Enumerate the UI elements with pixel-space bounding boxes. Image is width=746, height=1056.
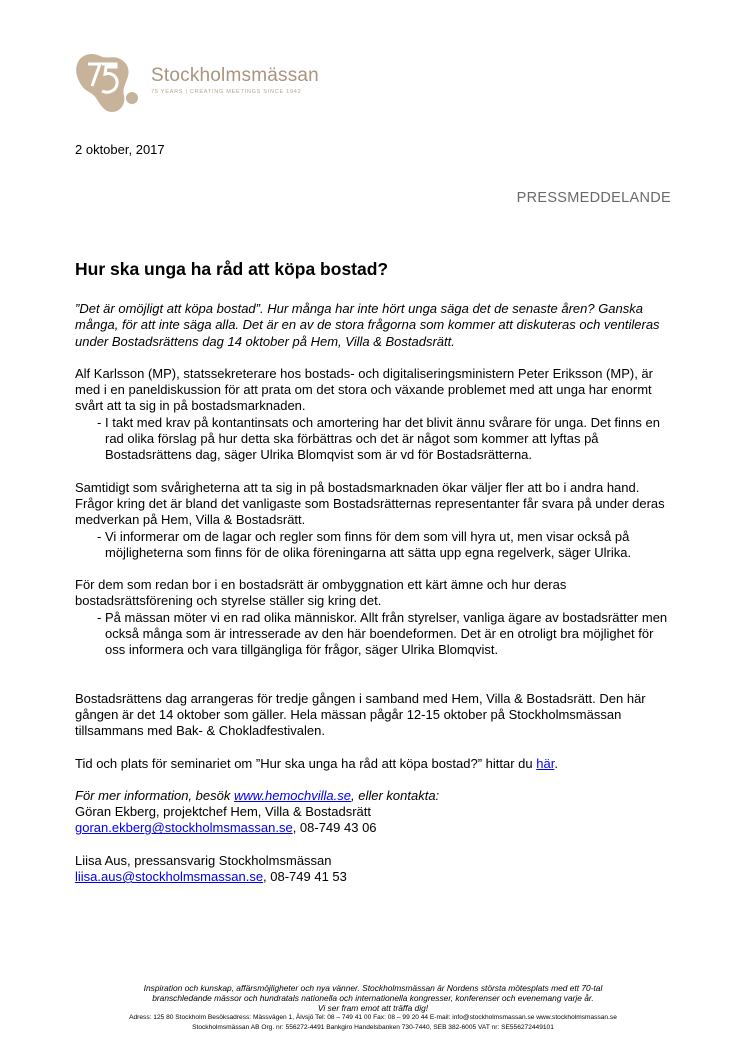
quote-bullet-2 [75,529,675,562]
page-title: Hur ska unga ha råd att köpa bostad? [75,259,389,279]
contact-1-phone: , 08-749 43 06 [292,820,377,836]
page-footer [40,983,706,1033]
paragraph-4: Bostadsrättens dag arrangeras för tredje gången i samband med Hem, Villa & Bostadsrätt. Den här gången är det 14 oktober som gäller. Hela mässan pågår 12-15 oktober på Stockholmsmässan tillsammans med Bak- & Chokladfestivalen. [75,690,646,739]
document-label: PRESSMEDDELANDE [516,190,671,206]
intro-paragraph: ”Det är omöjligt att köpa bostad”. Hur många har inte hört unga säga det de senaste åren? Ganska många, för att inte säga alla. Det är en av de stora frågorna som kommer att diskuteras och ventileras under Bostadsrättens dag 14 oktober på Hem, Villa & Bostadsrätt. [75,301,660,349]
contact-lead-end: , eller kontakta: [351,787,440,803]
contact-2-name: Liisa Aus, pressansvarig Stockholmsmässan [75,852,332,868]
logo-wordmark: Stockholmsmässan [151,65,319,86]
contact-lead-text: För mer information, besök [75,787,234,803]
contact-lead [75,788,675,804]
paragraph-5 [75,756,675,772]
logo-tagline: 75 YEARS | CREATING MEETINGS SINCE 1942 [151,89,302,95]
paragraph-1: Alf Karlsson (MP), statssekreterare hos bostads- och digitaliseringsministern Peter Eriksson (MP), är med i en paneldiskussion för att prata om det stora och växande problemet med att unga har enormt svårt att ta sig in på bostadsmarknaden. [75,365,653,414]
footer-address: Adress: 125 80 Stockholm Besöksadress: Mässvägen 1, Älvsjö Tel: 08 – 749 41 00 Fax: 08 – 99 20 44 E-mail: info@stockholmsmassan.se www.stockholmsmassan.se [129,1014,617,1021]
footer-line-2: branschledande mässor och hundratals nationella och internationella kongresser, konferenser och evenemang varje år. [152,993,594,1003]
quote-bullet-3 [75,610,675,659]
footer-line-1: Inspiration och kunskap, affärsmöjligheter och nya vänner. Stockholmsmässan är Nordens största mötesplats med ett 70-tal [143,983,603,993]
quote-bullet-1 [75,415,675,464]
release-date: 2 oktober, 2017 [75,142,165,157]
seminar-text: Tid och plats för seminariet om ”Hur ska unga ha råd att köpa bostad?” hittar du [75,755,537,771]
seminar-link[interactable]: här [536,755,555,771]
contact-1-name: Göran Ekberg, projektchef Hem, Villa & Bostadsrätt [75,804,372,820]
contact-1-details [75,820,675,836]
contact-2-details [75,869,675,885]
website-link[interactable]: www.hemochvilla.se [233,787,351,803]
bullet-dash: - [97,528,102,544]
footer-company-info: Stockholmsmässan AB Org. nr: 556272-4491 Bankgiro Handelsbanken 730-7440, SEB 382-6005 VAT nr: SE556272449101 [192,1024,554,1031]
paragraph-2: Samtidigt som svårigheterna att ta sig in på bostadsmarknaden ökar väljer fler att bo i andra hand. Frågor kring det är bland det vanligaste som Bostadsrätternas representanter får svara på under deras medverkan på Hem, Villa & Bostadsrätt. [75,479,665,528]
contact-2-email-link[interactable]: liisa.aus@stockholmsmassan.se [75,869,264,885]
press-release-body [75,301,675,885]
bullet-dash: - [97,414,102,430]
bullet-dash: - [97,609,102,625]
quote-text-1: I takt med krav på kontantinsats och amortering har det blivit ännu svårare för unga. Det finns en rad olika förslag på hur detta ska förbättras och det är något som kommer att lyftas på Bostadsrättens dag, säger Ulrika Blomqvist som är vd för Bostadsrätterna. [105,414,660,463]
footer-line-3: Vi ser fram emot att träffa dig! [317,1003,429,1013]
quote-text-2: Vi informerar om de lagar och regler som finns för dem som vill hyra ut, men visar också på möjligheterna som finns för de olika föreningarna att sätta upp egna regelverk, säger Ulrika. [105,528,632,560]
logo-emblem-icon [72,50,148,114]
contact-1-email-link[interactable]: goran.ekberg@stockholmsmassan.se [75,820,293,836]
quote-text-3: På mässan möter vi en rad olika människor. Allt från styrelser, vanliga ägare av bostadsrätter men också många som är intresserade av den här boendeformen. Det är en otroligt bra möjlighet för oss informera och vara tillgängliga för frågor, säger Ulrika Blomqvist. [105,609,668,658]
contact-2-phone: , 08-749 41 53 [263,869,347,885]
paragraph-3: För dem som redan bor i en bostadsrätt är ombyggnation ett kärt ämne och hur deras bostadsrättsförening och styrelse ställer sig kring det. [75,577,567,609]
seminar-text-end: . [554,755,558,771]
company-logo [72,50,342,118]
